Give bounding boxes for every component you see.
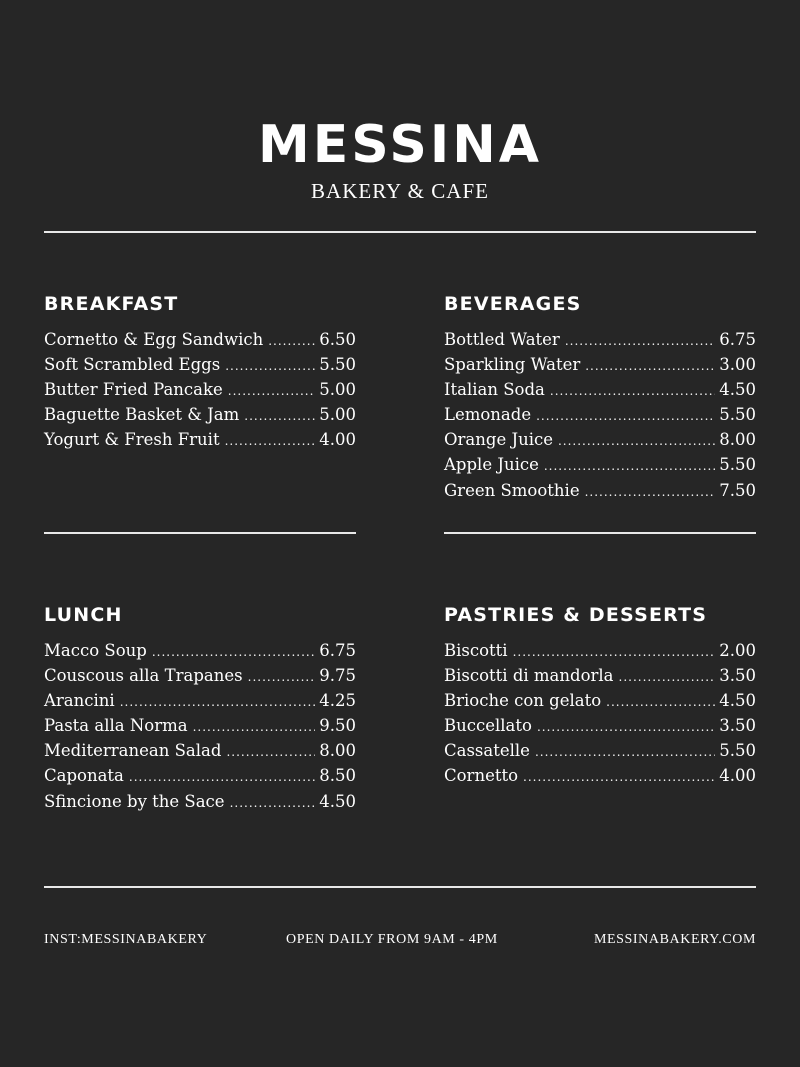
menu-item bbox=[444, 378, 756, 403]
menu-item-name: Butter Fried Pancake bbox=[44, 380, 223, 400]
pastries-heading: PASTRIES & DESSERTS bbox=[444, 604, 708, 626]
website-address: MESSINABAKERY.COM bbox=[593, 932, 756, 947]
menu-item-name: Baguette Basket & Jam bbox=[44, 405, 240, 425]
menu-item-name: Cornetto & Egg Sandwich bbox=[44, 330, 264, 349]
menu-item-price: 4.50 bbox=[719, 380, 756, 400]
menu-header bbox=[0, 112, 800, 204]
restaurant-name: MESSINA bbox=[258, 115, 542, 175]
breakfast-section bbox=[44, 292, 356, 453]
dot-leader bbox=[606, 691, 715, 714]
dot-leader bbox=[513, 641, 716, 664]
dot-leader bbox=[558, 430, 715, 453]
dot-leader bbox=[152, 641, 315, 664]
menu-item-name: Caponata bbox=[44, 766, 124, 786]
menu-item-price: 6.75 bbox=[319, 641, 356, 660]
dot-leader bbox=[537, 716, 715, 739]
menu-item bbox=[444, 714, 756, 739]
menu-item-name: Green Smoothie bbox=[444, 480, 580, 500]
dot-leader bbox=[225, 430, 316, 453]
dot-leader bbox=[565, 330, 715, 353]
menu-item-price: 4.50 bbox=[319, 791, 356, 811]
menu-item-price: 7.50 bbox=[719, 480, 756, 500]
menu-item-price: 4.00 bbox=[719, 766, 756, 786]
breakfast-divider bbox=[44, 532, 356, 534]
header-divider bbox=[44, 231, 756, 233]
menu-item-price: 5.00 bbox=[319, 380, 356, 400]
dot-leader bbox=[248, 666, 316, 689]
menu-item bbox=[44, 378, 356, 403]
menu-item-price: 4.00 bbox=[319, 430, 356, 450]
dot-leader bbox=[544, 455, 715, 478]
menu-item-name: Mediterranean Salad bbox=[44, 741, 222, 761]
menu-item-price: 8.00 bbox=[319, 741, 356, 761]
menu-item-name: Buccellato bbox=[444, 716, 532, 736]
dot-leader bbox=[619, 666, 716, 689]
beverages-items bbox=[444, 328, 756, 504]
dot-leader bbox=[193, 716, 316, 739]
menu-item-price: 8.50 bbox=[319, 766, 356, 786]
menu-item-name: Cornetto bbox=[444, 766, 519, 786]
opening-hours: OPEN DAILY FROM 9AM - 4PM bbox=[286, 932, 498, 947]
footer-divider bbox=[44, 886, 756, 888]
restaurant-tagline: BAKERY & CAFE bbox=[311, 179, 489, 203]
menu-item-name: Biscotti di mandorla bbox=[444, 666, 614, 686]
menu-item-name: Cassatelle bbox=[444, 741, 530, 761]
dot-leader bbox=[585, 355, 715, 378]
menu-item-price: 3.00 bbox=[719, 355, 756, 375]
menu-item-price: 5.00 bbox=[319, 405, 356, 425]
menu-item-name: Apple Juice bbox=[444, 455, 539, 475]
menu-item bbox=[444, 353, 756, 378]
menu-item bbox=[444, 428, 756, 453]
dot-leader bbox=[523, 766, 715, 789]
menu-item-name: Sparkling Water bbox=[444, 355, 581, 375]
menu-item bbox=[444, 689, 756, 714]
dot-leader bbox=[550, 380, 715, 403]
pastries-items bbox=[444, 639, 756, 790]
menu-item bbox=[44, 353, 356, 378]
menu-item bbox=[44, 639, 356, 664]
menu-item-name: Brioche con gelato bbox=[444, 691, 602, 711]
dot-leader bbox=[244, 405, 315, 428]
menu-item-name: Lemonade bbox=[444, 405, 532, 425]
dot-leader bbox=[535, 741, 715, 764]
breakfast-items bbox=[44, 328, 356, 453]
social-handle: INST:MESSINABAKERY bbox=[44, 932, 208, 947]
lunch-items bbox=[44, 639, 356, 815]
menu-item-price: 6.75 bbox=[719, 330, 756, 349]
menu-item bbox=[444, 764, 756, 789]
dot-leader bbox=[230, 792, 316, 815]
menu-item-name: Soft Scrambled Eggs bbox=[44, 355, 221, 375]
menu-item bbox=[444, 403, 756, 428]
menu-item-name: Couscous alla Trapanes bbox=[44, 666, 243, 686]
menu-item bbox=[44, 428, 356, 453]
menu-item bbox=[44, 664, 356, 689]
menu-item bbox=[44, 764, 356, 789]
beverages-divider bbox=[444, 532, 756, 534]
menu-item bbox=[44, 689, 356, 714]
menu-item-name: Arancini bbox=[44, 691, 115, 711]
dot-leader bbox=[536, 405, 715, 428]
menu-item-price: 4.50 bbox=[719, 691, 756, 711]
menu-item-price: 9.75 bbox=[319, 666, 356, 686]
menu-item bbox=[444, 664, 756, 689]
menu-item bbox=[444, 739, 756, 764]
menu-item bbox=[444, 479, 756, 504]
menu-item-price: 8.00 bbox=[719, 430, 756, 450]
menu-item-name: Bottled Water bbox=[444, 330, 560, 349]
dot-leader bbox=[585, 481, 716, 504]
lunch-heading: LUNCH bbox=[44, 604, 123, 626]
dot-leader bbox=[268, 330, 315, 353]
menu-item-name: Orange Juice bbox=[444, 430, 553, 450]
menu-item-price: 5.50 bbox=[719, 455, 756, 475]
menu-item-name: Pasta alla Norma bbox=[44, 716, 188, 736]
menu-item bbox=[444, 639, 756, 664]
menu-item-name: Macco Soup bbox=[44, 641, 147, 660]
menu-item-price: 5.50 bbox=[719, 741, 756, 761]
dot-leader bbox=[120, 691, 316, 714]
menu-item bbox=[44, 790, 356, 815]
menu-item-price: 9.50 bbox=[319, 716, 356, 736]
menu-item-price: 3.50 bbox=[719, 666, 756, 686]
menu-item-price: 5.50 bbox=[319, 355, 356, 375]
menu-item-price: 6.50 bbox=[319, 330, 356, 349]
lunch-section bbox=[44, 603, 356, 815]
menu-item-name: Italian Soda bbox=[444, 380, 545, 400]
menu-item bbox=[44, 328, 356, 353]
dot-leader bbox=[129, 766, 315, 789]
menu-item bbox=[44, 403, 356, 428]
menu-item-name: Yogurt & Fresh Fruit bbox=[44, 430, 220, 450]
pastries-section bbox=[444, 603, 756, 790]
beverages-heading: BEVERAGES bbox=[444, 293, 582, 315]
menu-item-name: Sfincione by the Sace bbox=[44, 791, 225, 811]
menu-item-price: 3.50 bbox=[719, 716, 756, 736]
dot-leader bbox=[228, 380, 315, 403]
beverages-section bbox=[444, 292, 756, 504]
menu-item-price: 4.25 bbox=[319, 691, 356, 711]
menu-item-price: 2.00 bbox=[719, 641, 756, 660]
menu-item bbox=[444, 453, 756, 478]
menu-item-name: Biscotti bbox=[444, 641, 508, 660]
dot-leader bbox=[225, 355, 315, 378]
dot-leader bbox=[226, 741, 315, 764]
menu-item bbox=[44, 739, 356, 764]
menu-item bbox=[444, 328, 756, 353]
menu-item-price: 5.50 bbox=[719, 405, 756, 425]
menu-item bbox=[44, 714, 356, 739]
breakfast-heading: BREAKFAST bbox=[44, 293, 179, 315]
